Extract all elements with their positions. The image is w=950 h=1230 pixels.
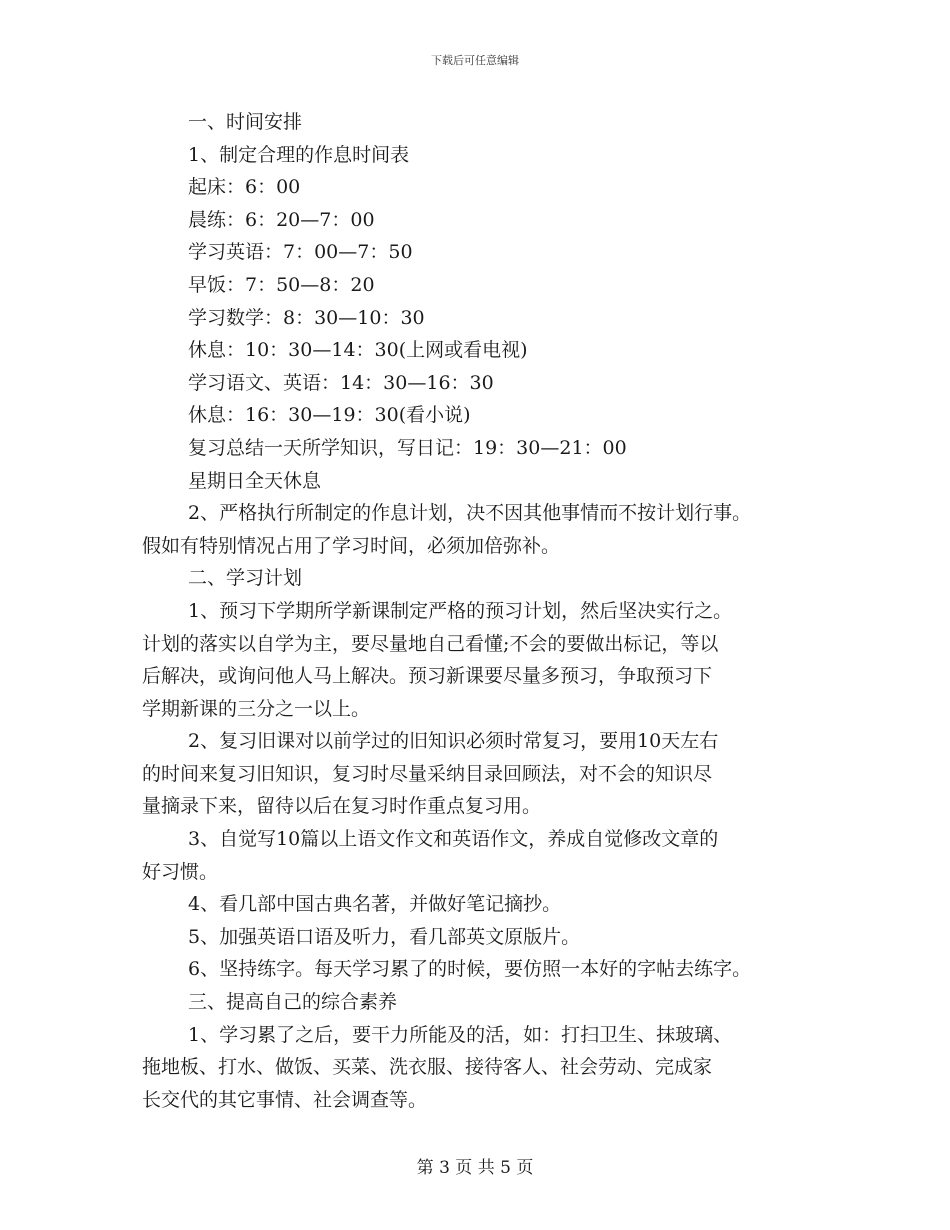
text-line: 4、看几部中国古典名著，并做好笔记摘抄。 (188, 893, 562, 916)
text-line: 三、提高自己的综合素养 (188, 991, 398, 1014)
text-line: 学期新课的三分之一以上。 (142, 697, 371, 720)
text-line: 拖地板、打水、做饭、买菜、洗衣服、接待客人、社会劳动、完成家 (142, 1056, 713, 1079)
text-line: 一、时间安排 (188, 111, 303, 133)
text-line: 起床：6：00 (188, 176, 301, 199)
text-line: 早饭：7：50—8：20 (188, 273, 375, 296)
text-line: 学习英语：7：00—7：50 (188, 241, 413, 264)
text-line: 后解决，或询问他人马上解决。预习新课要尽量多预习，争取预习下 (142, 665, 713, 688)
text-line: 复习总结一天所学知识，写日记：19：30—21：00 (188, 436, 627, 459)
text-line: 计划的落实以自学为主，要尽量地自己看懂;不会的要做出标记，等以 (142, 632, 719, 655)
text-line: 的时间来复习旧知识，复习时尽量采纳目录回顾法，对不会的知识尽 (142, 762, 713, 785)
text-line: 休息：10：30—14：30(上网或看电视) (188, 339, 528, 362)
text-line: 休息：16：30—19：30(看小说) (188, 404, 471, 427)
document-body (142, 106, 832, 1116)
text-line: 二、学习计划 (188, 567, 303, 590)
text-line: 假如有特别情况占用了学习时间，必须加倍弥补。 (142, 534, 561, 557)
text-line: 学习数学：8：30—10：30 (188, 306, 425, 329)
text-line: 量摘录下来，留待以后在复习时作重点复习用。 (142, 795, 542, 818)
page-footer: 第 3 页 共 5 页 (416, 1158, 534, 1178)
text-line: 学习语文、英语：14：30—16：30 (188, 371, 494, 394)
text-line: 2、复习旧课对以前学过的旧知识必须时常复习，要用10天左右 (188, 730, 719, 753)
text-line: 1、预习下学期所学新课制定严格的预习计划，然后坚决实行之。 (188, 599, 733, 622)
text-line: 星期日全天休息 (188, 469, 322, 492)
text-line: 5、加强英语口语及听力，看几部英文原版片。 (188, 925, 581, 948)
text-line: 1、制定合理的作息时间表 (188, 143, 410, 166)
text-line: 1、学习累了之后，要干力所能及的活，如：打扫卫生、抹玻璃、 (188, 1023, 733, 1046)
text-line: 6、坚持练字。每天学习累了的时候，要仿照一本好的字帖去练字。 (188, 958, 752, 981)
text-line: 晨练：6：20—7：00 (188, 208, 375, 231)
page-header: 下载后可任意编辑 (431, 54, 519, 67)
text-line: 长交代的其它事情、社会调查等。 (142, 1088, 428, 1111)
text-line: 2、严格执行所制定的作息计划，决不因其他事情而不按计划行事。 (188, 502, 752, 525)
text-line: 好习惯。 (142, 860, 219, 883)
text-line: 3、自觉写10篇以上语文作文和英语作文，养成自觉修改文章的 (188, 828, 719, 851)
